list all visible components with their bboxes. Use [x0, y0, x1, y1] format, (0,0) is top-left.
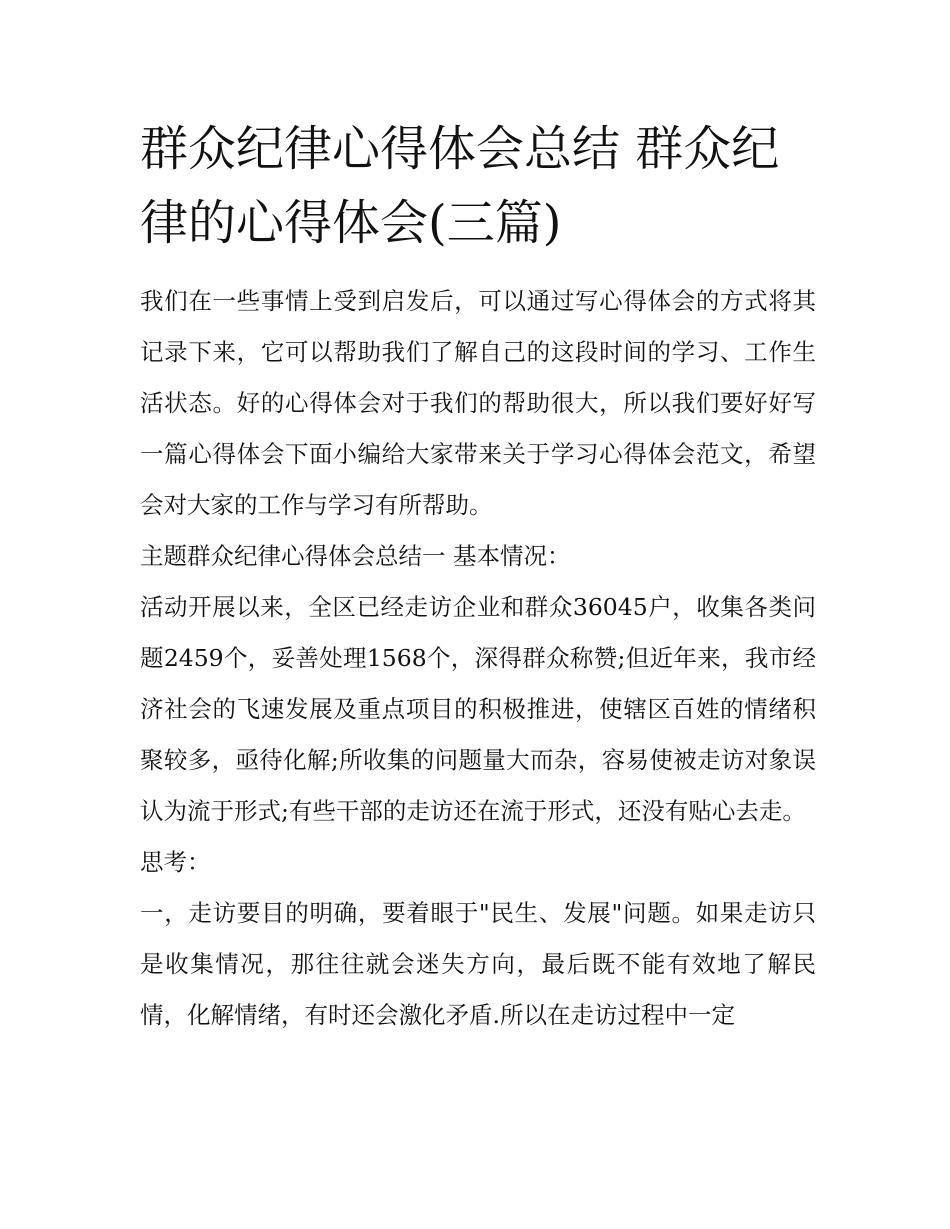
document-body [140, 276, 816, 1041]
paragraph-situation: 活动开展以来，全区已经走访企业和群众36045户，收集各类问题2459个，妥善处理1568个，深得群众称赞;但近年来，我市经济社会的飞速发展及重点项目的积极推进，使辖区百姓的情绪积聚较多，亟待化解;所收集的问题量大而杂，容易使被走访对象误认为流于形式;有些干部的走访还在流于形式，还没有贴心去走。 [140, 593, 816, 825]
paragraph-intro: 我们在一些事情上受到启发后，可以通过写心得体会的方式将其记录下来，它可以帮助我们了解自己的这段时间的学习、工作生活状态。好的心得体会对于我们的帮助很大，所以我们要好好写一篇心得体会下面小编给大家带来关于学习心得体会范文，希望会对大家的工作与学习有所帮助。 [140, 287, 816, 519]
paragraph-section-heading: 主题群众纪律心得体会总结一 基本情况： [140, 542, 571, 570]
paragraph-point-one: 一，走访要目的明确，要着眼于"民生、发展"问题。如果走访只是收集情况，那往往就会迷失方向，最后既不能有效地了解民情，化解情绪，有时还会激化矛盾.所以在走访过程中一定 [140, 899, 816, 1029]
paragraph-thinking-heading: 思考： [140, 848, 211, 876]
document-title: 群众纪律心得体会总结 群众纪律的心得体会(三篇) [140, 121, 780, 251]
